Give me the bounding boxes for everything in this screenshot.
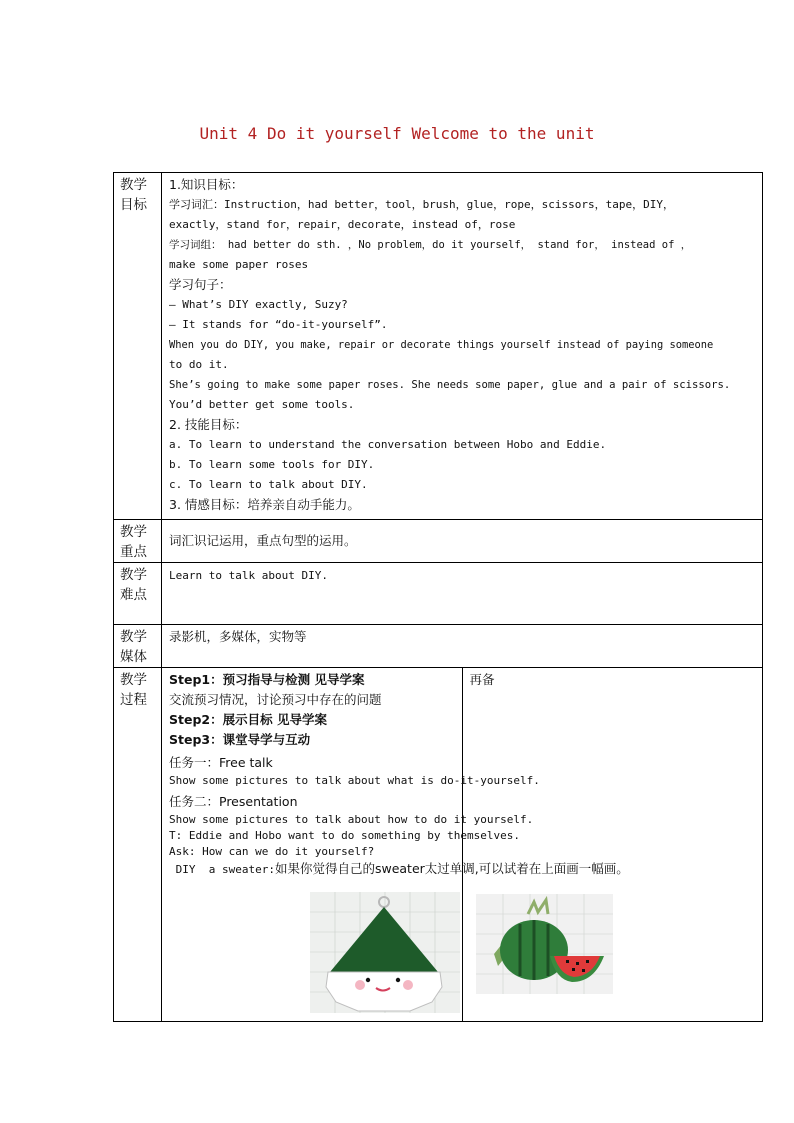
- objective-line: exactly，stand for，repair，decorate，instead of，rose: [169, 218, 516, 231]
- objective-line: She’s going to make some paper roses. She needs some paper, glue and a pair of scissors.: [169, 379, 731, 391]
- objective-line: — What’s DIY exactly, Suzy?: [169, 298, 348, 311]
- objective-line: a. To learn to understand the conversation between Hobo and Eddie.: [169, 438, 607, 451]
- label-difficulties: 教学 难点: [114, 563, 162, 625]
- step-3: Step3：课堂导学与互动: [169, 732, 311, 747]
- objective-line: 学习词汇：Instruction，had better，tool，brush，glue，rope，scissors，tape，DIY，: [169, 198, 674, 211]
- objective-line: make some paper roses: [169, 258, 309, 271]
- objective-line: 3. 情感目标：培养亲自动手能力。: [169, 497, 360, 512]
- santa-tree-image: [310, 892, 460, 1013]
- objective-line: 学习句子：: [169, 277, 232, 292]
- label-key-points: 教学 重点: [114, 520, 162, 563]
- lesson-plan-table: [113, 172, 763, 1022]
- row-media: [114, 625, 763, 668]
- step-1-detail: 交流预习情况，讨论预习中存在的问题: [169, 692, 382, 707]
- difficulties-content: Learn to talk about DIY.: [162, 563, 763, 625]
- task-2-line: Show some pictures to talk about how to do it yourself.: [169, 813, 534, 826]
- row-objectives: [114, 173, 763, 520]
- media-content: 录影机，多媒体，实物等: [162, 625, 763, 668]
- objective-line: When you do DIY, you make, repair or decorate things yourself instead of paying someone: [169, 339, 714, 351]
- step-2: Step2：展示目标 见导学案: [169, 712, 327, 727]
- objective-line: 学习词组： had better do sth. ，No problem，do it yourself， stand for， instead of ，: [169, 239, 692, 251]
- objective-line: You’d better get some tools.: [169, 398, 355, 411]
- row-difficulties: [114, 563, 763, 625]
- row-key-points: [114, 520, 763, 563]
- watermelon-image: [476, 894, 613, 994]
- task-1-text: Show some pictures to talk about what is do-it-yourself.: [169, 774, 540, 787]
- side-note: 再备: [469, 672, 495, 687]
- label-objectives: 教学 目标: [114, 173, 162, 520]
- label-media: 教学 媒体: [114, 625, 162, 668]
- task-1-title: 任务一：Free talk: [169, 755, 273, 770]
- objective-line: b. To learn some tools for DIY.: [169, 458, 375, 471]
- task-2-title: 任务二：Presentation: [169, 794, 298, 809]
- key-points-content: 词汇识记运用，重点句型的运用。: [162, 520, 763, 563]
- step-1: Step1：预习指导与检测 见导学案: [169, 672, 365, 687]
- objective-line: 1.知识目标：: [169, 177, 244, 192]
- task-2-line: T: Eddie and Hobo want to do something by themselves.: [169, 829, 520, 842]
- objective-line: 2. 技能目标：: [169, 417, 248, 432]
- row-process: [114, 668, 763, 1022]
- objective-line: — It stands for “do-it-yourself”.: [169, 318, 388, 331]
- images-area: [169, 878, 456, 1003]
- document-title: Unit 4 Do it yourself Welcome to the unit: [199, 124, 595, 143]
- diy-sweater: DIY a sweater:如果你觉得自己的sweater太过单调,可以试着在上面画一幅画。: [169, 861, 629, 876]
- label-process: 教学 过程: [114, 668, 162, 1022]
- objective-line: to do it.: [169, 358, 229, 371]
- objective-line: c. To learn to talk about DIY.: [169, 478, 368, 491]
- task-2-line: Ask: How can we do it yourself?: [169, 845, 375, 858]
- objectives-content: [162, 173, 763, 520]
